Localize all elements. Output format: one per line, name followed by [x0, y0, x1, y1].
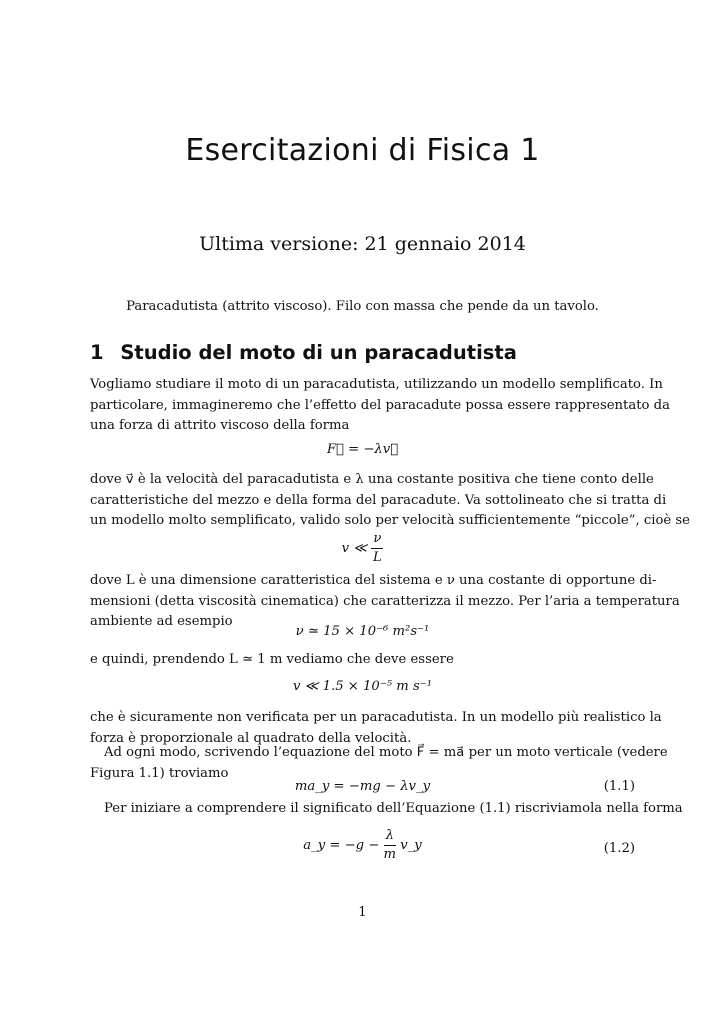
paragraph-definition	[90, 470, 690, 532]
fraction-denominator: L	[372, 550, 382, 565]
text-line: una forza di attrito viscoso della forma	[90, 418, 350, 433]
text-line: caratteristiche del mezzo e della forma del paracadute. Va sottolineato che si tratta di	[90, 492, 667, 508]
page-number: 1	[358, 905, 367, 920]
text-line: Per iniziare a comprendere il significato dell’Equazione (1.1) riscriviamola nella forma	[104, 801, 683, 816]
fraction-numerator: λ	[384, 827, 396, 846]
section-title: Studio del moto di un paracadutista	[120, 341, 517, 364]
equation-viscous-force: F⃗ = −λv⃗	[326, 442, 399, 457]
document-title: Esercitazioni di Fisica 1	[185, 133, 540, 168]
paragraph-intro	[90, 375, 670, 437]
text-line: dove L è una dimensione caratteristica del sistema e ν una costante di opportune di-	[90, 573, 657, 588]
equation-lhs: a_y = −g −	[303, 838, 380, 853]
text-line: Figura 1.1) troviamo	[90, 765, 229, 781]
fraction-denominator: m	[383, 847, 397, 862]
section-number: 1	[90, 341, 104, 364]
equation-lhs: v ≪	[341, 541, 368, 556]
abstract: Paracadutista (attrito viscoso). Filo con massa che pende da un tavolo.	[126, 299, 599, 314]
section-heading	[90, 341, 517, 364]
equation-number: (1.2)	[603, 841, 635, 856]
text-line: che è sicuramente non verificata per un paracadutista. In un modello più realistico la	[90, 710, 662, 725]
paragraph-estimate	[90, 650, 635, 671]
paragraph-rewrite	[90, 799, 683, 820]
equation-body: ma_y = −mg − λv_y	[294, 779, 431, 794]
text-line: ambiente ad esempio	[90, 614, 233, 629]
text-line: mensioni (detta viscosità cinematica) che caratterizza il mezzo. Per l’aria a temperatura	[90, 593, 680, 609]
text-line: un modello molto semplificato, valido solo per velocità sufficientemente “piccole”, cioè se	[90, 513, 690, 528]
text-line: forza è proporzionale al quadrato della velocità.	[90, 730, 412, 746]
fraction	[384, 827, 397, 864]
text-line: e quindi, prendendo L ≃ 1 m vediamo che deve essere	[90, 652, 454, 667]
text-line: dove v⃗ è la velocità del paracadutista e λ una costante positiva che tiene conto delle	[90, 472, 654, 487]
paragraph-motion	[90, 743, 668, 784]
fraction-numerator: ν	[371, 530, 383, 549]
text-line: Vogliamo studiare il moto di un paracadutista, utilizzando un modello semplificato. In	[90, 377, 663, 392]
document-date: Ultima versione: 21 gennaio 2014	[199, 233, 526, 255]
text-line: particolare, immagineremo che l’effetto del paracadute possa essere rappresentato da	[90, 397, 670, 413]
equation-rhs: v_y	[400, 838, 422, 853]
text-line: Ad ogni modo, scrivendo l’equazione del moto F⃗ = ma⃗ per un moto verticale (vedere	[104, 745, 668, 760]
equation-kinematic-viscosity: ν ≃ 15 × 10⁻⁶ m²s⁻¹	[295, 624, 430, 639]
equation-number: (1.1)	[603, 779, 635, 794]
equation-validity-condition	[0, 530, 725, 567]
equation-velocity-limit: v ≪ 1.5 × 10⁻⁵ m s⁻¹	[293, 679, 432, 694]
fraction	[371, 530, 383, 567]
